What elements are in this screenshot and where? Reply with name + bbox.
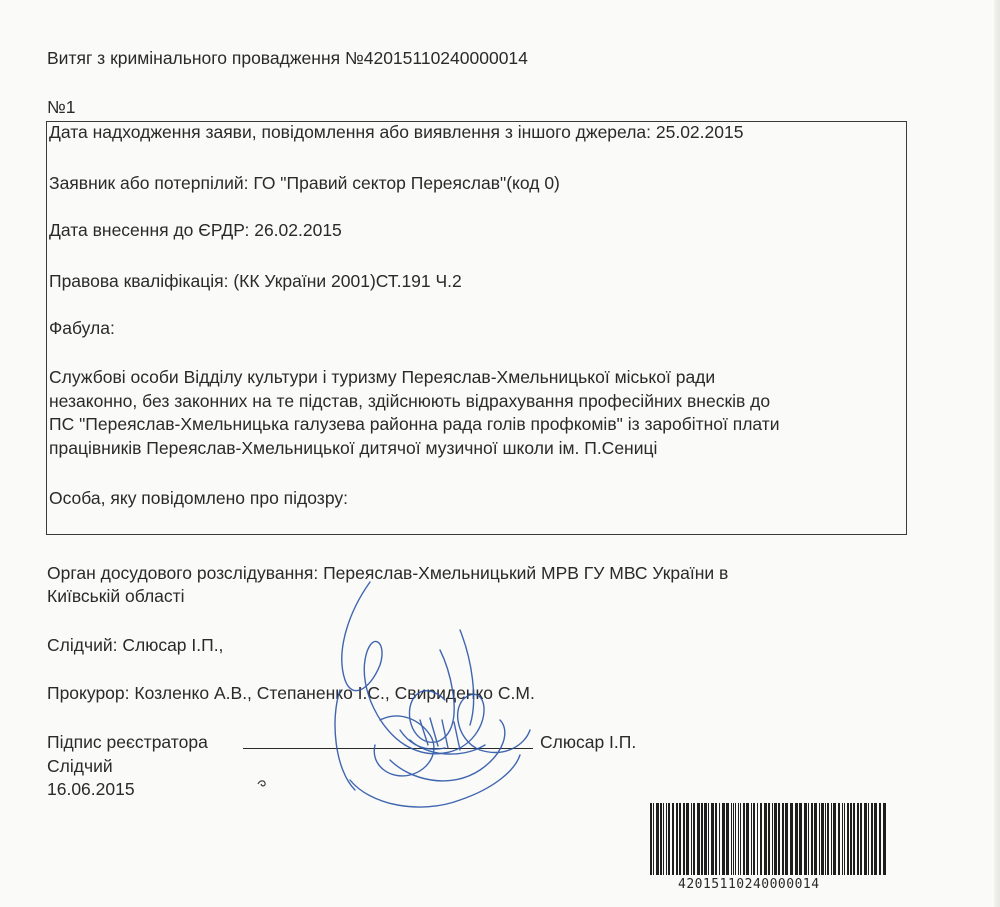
page-edge (994, 0, 1000, 907)
investigator: Слідчий: Слюсар І.П., (47, 635, 224, 655)
legal-qualification: Правова кваліфікація: (КК України 2001)СТ.191 Ч.2 (49, 271, 462, 291)
barcode-bar (821, 803, 824, 875)
barcode-bar (799, 803, 802, 875)
barcode-bar (676, 803, 678, 875)
barcode-bar (757, 803, 758, 875)
barcode-bar (774, 803, 777, 875)
barcode-bar (691, 803, 692, 875)
barcode-bar (760, 803, 762, 875)
barcode-bar (668, 803, 670, 875)
barcode-bar (683, 803, 685, 875)
barcode-bar (772, 803, 773, 875)
barcode-bar (819, 803, 820, 875)
barcode-bar (719, 803, 720, 875)
barcode-bar (838, 803, 840, 875)
prosecutor: Прокурор: Козленко А.В., Степаненко І.С., Свириденко С.М. (47, 683, 535, 703)
barcode-bar (827, 803, 829, 875)
barcode-bar (844, 803, 845, 875)
barcode-bar (701, 803, 703, 875)
barcode-bar (686, 803, 689, 875)
barcode-bar (842, 803, 843, 875)
barcode-bar (660, 803, 662, 875)
signatory-name: Слюсар І.П. (540, 732, 637, 752)
barcode-bar (697, 803, 700, 875)
record-box (46, 121, 907, 535)
barcode-bar (871, 803, 873, 875)
document-number: №1 (47, 97, 76, 117)
barcode-bar (740, 803, 741, 875)
fabula-line: Службові особи Відділу культури і туризму Переяслав-Хмельницької міської ради (49, 367, 716, 387)
barcode-bar (726, 803, 729, 875)
barcode-bar (753, 803, 755, 875)
barcode-bar (853, 803, 855, 875)
barcode-bar (743, 803, 745, 875)
signing-date: 16.06.2015 (47, 779, 135, 799)
barcode-bar (814, 803, 817, 875)
barcode-bar (790, 803, 793, 875)
fabula-line: ПС "Переяслав-Хмельницька галузева районна рада голів профкомів" із заробітної плати (49, 414, 780, 434)
barcode-bar (883, 803, 886, 875)
barcode-bar (715, 803, 717, 875)
barcode-bar (704, 803, 707, 875)
barcode-bar (672, 803, 674, 875)
barcode-bar (808, 803, 809, 875)
barcode-bar (735, 803, 736, 875)
barcode-bar (656, 803, 659, 875)
fabula-line: працівників Переяслав-Хмельницької дитячої музичної школи ім. П.Сениці (49, 437, 658, 458)
barcode-bar (751, 803, 752, 875)
barcode-bar (653, 803, 654, 875)
barcode-bar (768, 803, 770, 875)
barcode-bar (650, 803, 652, 875)
barcode-bar (864, 803, 867, 875)
barcode-bar (785, 803, 788, 875)
barcode-bar (666, 803, 667, 875)
barcode-bar (711, 803, 714, 875)
barcode-bar (722, 803, 725, 875)
signatory-position: Слідчий (47, 756, 113, 776)
barcode-bar (782, 803, 784, 875)
handwritten-signature (310, 570, 550, 830)
barcode-bar (825, 803, 826, 875)
barcode-bar (833, 803, 836, 875)
applicant: Заявник або потерпілий: ГО "Правий сектор Переяслав"(код 0) (49, 173, 560, 193)
fabula-text (49, 366, 780, 460)
ink-mark-icon (256, 778, 268, 788)
barcode-number: 42015110240000014 (678, 877, 820, 892)
fabula-label: Фабула: (49, 318, 115, 338)
barcode-bar (874, 803, 877, 875)
barcode-bar (868, 803, 869, 875)
investigation-body-line-2: Київській області (47, 586, 185, 606)
barcode-bar (847, 803, 849, 875)
barcode-bar (731, 803, 732, 875)
barcode-bar (663, 803, 664, 875)
barcode-bar (857, 803, 859, 875)
barcode-bar (811, 803, 813, 875)
barcode-bar (733, 803, 734, 875)
barcode-bar (708, 803, 709, 875)
received-date: Дата надходження заяви, повідомлення або виявлення з іншого джерела: 25.02.2015 (49, 122, 744, 142)
barcode-bar (860, 803, 862, 875)
signature-label: Підпис реєстратора (47, 732, 208, 752)
barcode-bar (746, 803, 749, 875)
document-title: Витяг з кримінального провадження №42015110240000014 (47, 48, 528, 68)
investigation-body-line-1: Орган досудового розслідування: Переяслав-Хмельницький МРВ ГУ МВС України в (47, 563, 729, 583)
barcode-bar (879, 803, 881, 875)
barcode-bar (831, 803, 832, 875)
barcode-bar (738, 803, 739, 875)
barcode-bar (693, 803, 695, 875)
barcode-bar (804, 803, 807, 875)
barcode-bar (795, 803, 798, 875)
fabula-line: незаконно, без законних на те підстав, здійснюють відрахування професійних внесків до (49, 390, 771, 411)
erdr-date: Дата внесення до ЄРДР: 26.02.2015 (49, 220, 342, 240)
barcode-bar (850, 803, 852, 875)
suspect-info: Особа, яку повідомлено про підозру: (49, 488, 348, 508)
barcode-bar (764, 803, 767, 875)
barcode (648, 803, 888, 875)
barcode-bar (679, 803, 681, 875)
barcode-bar (778, 803, 780, 875)
